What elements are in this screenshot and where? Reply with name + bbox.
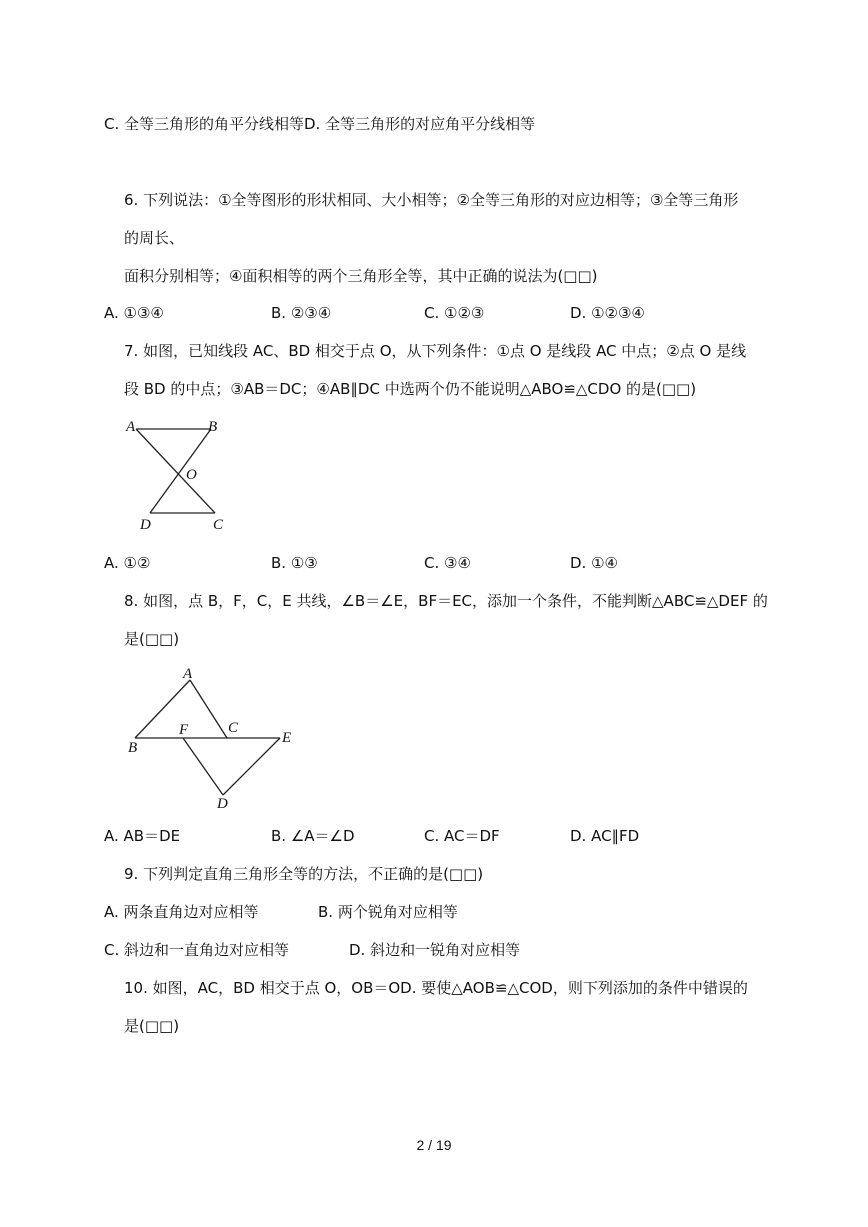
q7-label-b: B bbox=[208, 419, 218, 435]
q6-option-d: D. ①②③④ bbox=[570, 304, 645, 322]
q7-option-a: A. ①② bbox=[104, 554, 151, 572]
q8-label-d: D bbox=[217, 796, 228, 812]
q8-option-a: A. AB＝DE bbox=[104, 827, 181, 845]
q8-option-c: C. AC＝DF bbox=[424, 827, 500, 845]
q9-option-d: D. 斜边和一锐角对应相等 bbox=[349, 941, 521, 959]
page-number: 2 / 19 bbox=[416, 1137, 452, 1153]
q5-options-cd: C. 全等三角形的角平分线相等D. 全等三角形的对应角平分线相等 bbox=[104, 115, 536, 133]
q8-figure bbox=[120, 660, 310, 815]
q8-option-b: B. ∠A＝∠D bbox=[271, 827, 355, 845]
q6-stem-line2: 的周长、 bbox=[124, 229, 185, 247]
q7-label-o: O bbox=[186, 467, 197, 483]
q7-segment-bd bbox=[150, 429, 211, 513]
q7-stem-line1: 7. 如图，已知线段 AC、BD 相交于点 O，从下列条件：①点 O 是线段 AC 中点；②点 O 是线 bbox=[124, 342, 747, 360]
q8-label-c: C bbox=[228, 720, 239, 736]
q9-option-b: B. 两个锐角对应相等 bbox=[318, 903, 458, 921]
q8-segment-fd bbox=[183, 738, 223, 795]
q6-option-c: C. ①②③ bbox=[424, 304, 485, 322]
q7-label-c: C bbox=[213, 517, 224, 533]
q10-stem-line1: 10. 如图，AC，BD 相交于点 O，OB＝OD. 要使△AOB≌△COD，则下列添加的条件中错误的 bbox=[124, 979, 748, 997]
q7-stem-line2: 段 BD 的中点；③AB＝DC；④AB∥DC 中选两个仍不能说明△ABO≌△CDO 的是(□□) bbox=[124, 380, 697, 398]
q7-label-d: D bbox=[140, 517, 151, 533]
q7-option-c: C. ③④ bbox=[424, 554, 471, 572]
q6-stem-line3: 面积分别相等；④面积相等的两个三角形全等，其中正确的说法为(□□) bbox=[124, 267, 598, 285]
q7-segment-ac bbox=[136, 429, 215, 513]
q8-stem-line1: 8. 如图，点 B，F，C，E 共线，∠B＝∠E，BF＝EC，添加一个条件，不能判断△ABC≌△DEF 的 bbox=[124, 592, 768, 610]
q7-option-b: B. ①③ bbox=[271, 554, 318, 572]
q8-label-f: F bbox=[179, 722, 189, 738]
q8-segment-ac bbox=[190, 680, 227, 738]
q6-option-a: A. ①③④ bbox=[104, 304, 164, 322]
q7-option-d: D. ①④ bbox=[570, 554, 618, 572]
q9-option-a: A. 两条直角边对应相等 bbox=[104, 903, 259, 921]
q8-label-b: B bbox=[128, 740, 138, 756]
q8-stem-line2: 是(□□) bbox=[124, 630, 180, 648]
q9-option-c: C. 斜边和一直角边对应相等 bbox=[104, 941, 290, 959]
q8-label-a: A bbox=[183, 666, 193, 682]
q8-segment-de bbox=[223, 738, 280, 795]
q10-stem-line2: 是(□□) bbox=[124, 1017, 180, 1035]
q7-figure bbox=[120, 415, 240, 535]
q9-stem: 9. 下列判定直角三角形全等的方法，不正确的是(□□) bbox=[124, 865, 484, 883]
q7-label-a: A bbox=[126, 419, 136, 435]
q6-stem-line1: 6. 下列说法：①全等图形的形状相同、大小相等；②全等三角形的对应边相等；③全等三角形 bbox=[124, 191, 739, 209]
q8-label-e: E bbox=[282, 730, 292, 746]
q8-option-d: D. AC∥FD bbox=[570, 827, 640, 845]
q6-option-b: B. ②③④ bbox=[271, 304, 332, 322]
